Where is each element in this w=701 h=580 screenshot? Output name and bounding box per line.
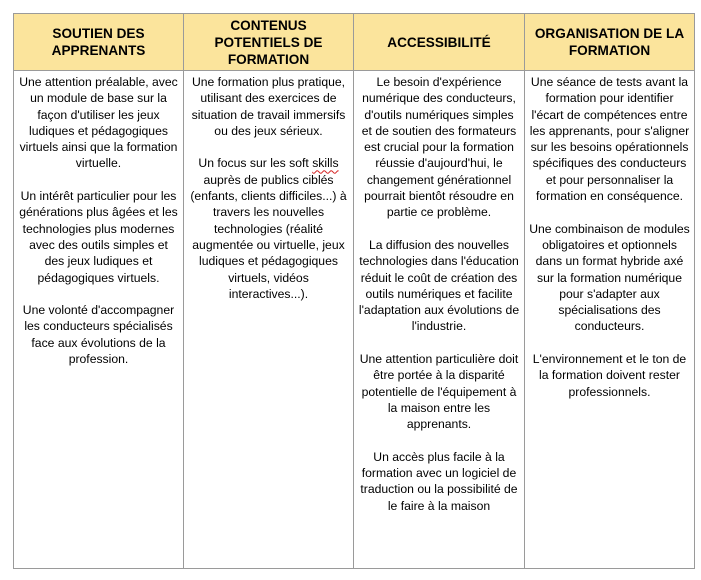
content-row [14, 71, 695, 569]
paragraph: Une combinaison de modules obligatoires et optionnels dans un format hybride axé sur la formation numérique pour s'adapter aux spécialisations des conducteurs. [529, 221, 690, 334]
paragraph: L'environnement et le ton de la formation doivent rester professionnels. [532, 352, 687, 399]
cell-organisation [525, 71, 695, 569]
header-row [14, 14, 695, 71]
text-fragment: Un focus sur les soft [198, 156, 313, 171]
paragraph: Une attention particulière doit être portée à la disparité potentielle de l'équipement à la maison entre les apprenants. [359, 352, 519, 432]
paragraph: Un accès plus facile à la formation avec un logiciel de traduction ou la possibilité de le faire à la maison [360, 449, 518, 513]
header-organisation: ORGANISATION DE LA FORMATION [525, 14, 695, 71]
cell-accessibilite [354, 71, 525, 569]
paragraph: Un intérêt particulier pour les générations plus âgées et les technologies plus modernes avec des outils simples et des jeux ludiques et pédagogiques virtuels. [19, 189, 178, 285]
cell-contenus [184, 71, 354, 569]
paragraph-soft-skills [188, 155, 349, 302]
text-fragment: auprès de publics ciblés (enfants, clients difficiles...) à travers les nouvelles technologies (réalité augmentée ou virtuelle, jeux ludiques et pédagogiques virtuels, vidéos interactives...). [190, 172, 347, 301]
paragraph: Une attention préalable, avec un module de base sur la façon d'utiliser les jeux ludiques et pédagogiques virtuels ainsi que la formation virtuelle. [19, 75, 178, 171]
paragraph: Le besoin d'expérience numérique des conducteurs, d'outils numériques simples et de soutien des formateurs est crucial pour la formation réussie d'aujourd'hui, le changement générationnel pourrait bientôt résoudre en partie ce problème. [361, 75, 517, 220]
spellcheck-flagged-word: skills [312, 156, 339, 171]
header-contenus: CONTENUS POTENTIELS DE FORMATION [184, 14, 354, 71]
training-table [13, 13, 695, 569]
paragraph: Une formation plus pratique, utilisant des exercices de situation de travail immersifs ou des jeux sérieux. [191, 75, 346, 138]
header-accessibilite: ACCESSIBILITÉ [354, 14, 525, 71]
paragraph: Une volonté d'accompagner les conducteurs spécialisés face aux évolutions de la profession. [22, 303, 175, 367]
paragraph: La diffusion des nouvelles technologies dans l'éducation réduit le coût de création des outils numériques et facilite l'adaptation aux évolutions de l'industrie. [358, 237, 520, 334]
cell-soutien [14, 71, 184, 569]
paragraph: Une séance de tests avant la formation pour identifier l'écart de compétences entre les apprenants, pour s'aligner sur les besoins opérationnels spécifiques des conducteurs et pour personnaliser la formation en conséquence. [529, 75, 690, 204]
header-soutien: SOUTIEN DES APPRENANTS [14, 14, 184, 71]
